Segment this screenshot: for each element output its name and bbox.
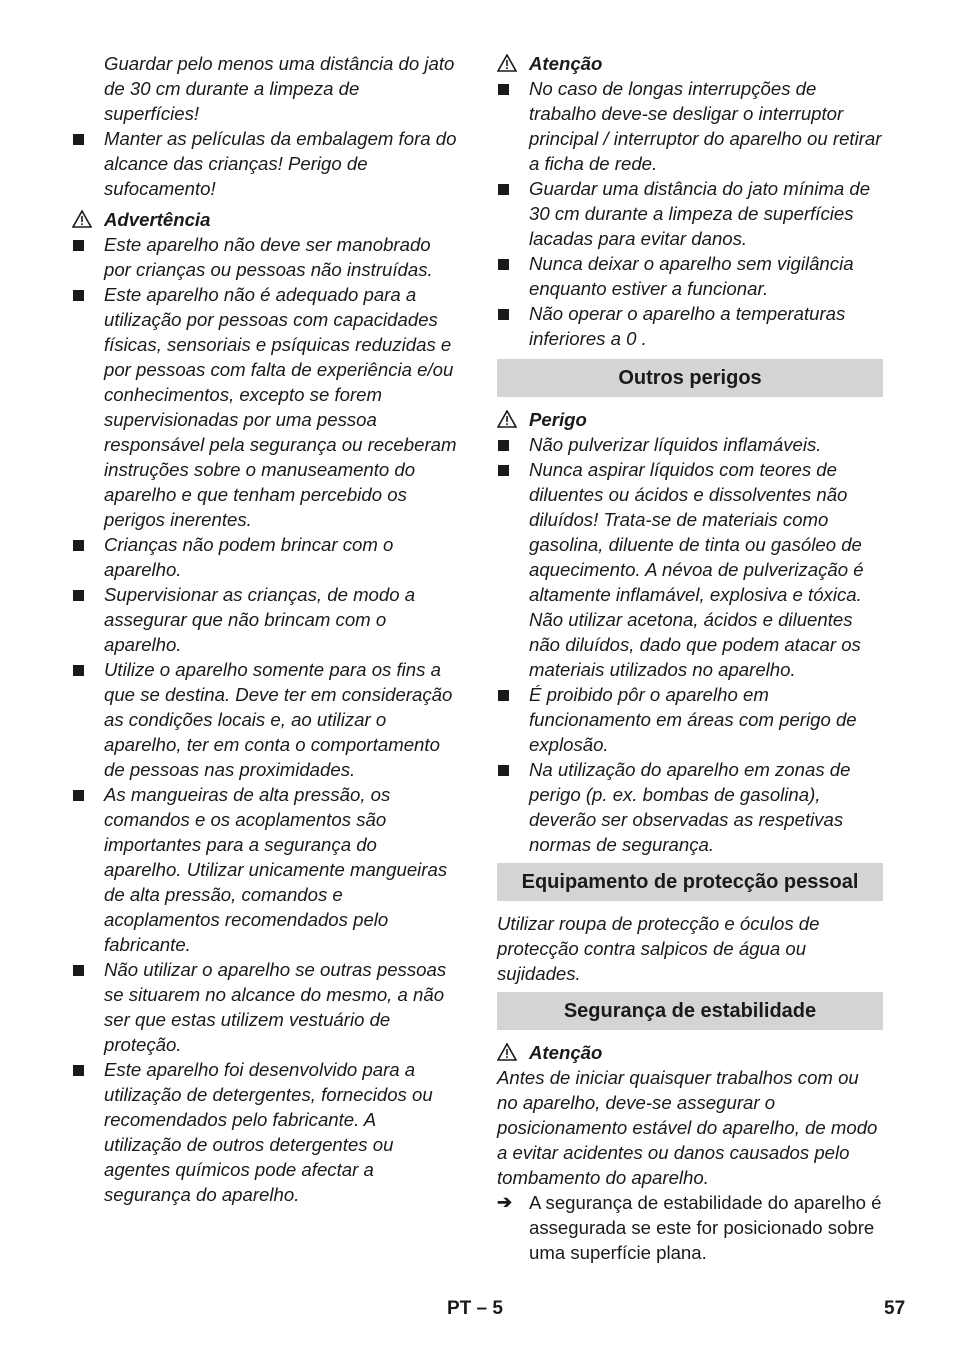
list-item [497,432,883,457]
bullet-square-icon [73,290,84,301]
list-item-text: Na utilização do aparelho em zonas de perigo (p. ex. bombas de gasolina), deverão ser observadas as respetivas normas de segurança. [529,759,851,855]
list-item [72,782,458,957]
list-item-text: Supervisionar as crianças, de modo a assegurar que não brincam com o aparelho. [104,584,416,655]
list-item [497,301,883,351]
bullet-square-icon [498,309,509,320]
list-item [72,126,458,201]
warning-heading [72,207,458,232]
list-item-text: No caso de longas interrupções de trabalho deve-se desligar o interruptor principal / interruptor do aparelho ou retirar a ficha de rede. [529,78,882,174]
list-item-text: É proibido pôr o aparelho em funcionamento em áreas com perigo de explosão. [529,684,857,755]
list-item [72,582,458,657]
list-item [497,251,883,301]
list-item-text: Manter as películas da embalagem fora do alcance das crianças! Perigo de sufocamento! [104,128,457,199]
arrow-right-icon: ➔ [497,1192,513,1212]
bullet-square-icon [73,790,84,801]
bullet-square-icon [73,134,84,145]
arrow-item [497,1190,883,1265]
list-item [497,457,883,682]
list-item [497,757,883,857]
bullet-square-icon [73,240,84,251]
list-item [72,657,458,782]
section-heading-ppe: Equipamento de protecção pessoal [497,863,883,901]
danger-heading [497,407,883,432]
bullet-square-icon [498,184,509,195]
intro-text: Guardar pelo menos uma distância do jato de 30 cm durante a limpeza de superfícies! [104,53,455,124]
right-column [497,51,883,1265]
bullet-square-icon [73,540,84,551]
list-item-text: As mangueiras de alta pressão, os comandos e os acoplamentos são importantes para a segurança do aparelho. Utilizar unicamente mangueiras de alta pressão, comandos e acoplamentos recomendados pelo fabricante. [104,784,448,955]
warning-triangle-icon [497,410,517,428]
list-item [497,682,883,757]
list-item-text: Não operar o aparelho a temperaturas inferiores a 0 . [529,303,846,349]
ppe-text: Utilizar roupa de protecção e óculos de protecção contra salpicos de água ou sujidades. [497,913,820,984]
bullet-square-icon [73,1065,84,1076]
left-column [72,51,458,1207]
warning-triangle-icon [497,54,517,72]
arrow-item-text: A segurança de estabilidade do aparelho é assegurada se este for posicionado sobre uma superfície plana. [529,1192,882,1263]
list-item [497,176,883,251]
list-item-text: Crianças não podem brincar com o aparelho. [104,534,394,580]
stability-text: Antes de iniciar quaisquer trabalhos com ou no aparelho, deve-se assegurar o posicionamento estável do aparelho, de modo a evitar acidentes ou danos causados pelo tombamento do aparelho. [497,1067,878,1188]
list-item [72,1057,458,1207]
list-item-text: Este aparelho não é adequado para a utilização por pessoas com capacidades físicas, sensoriais e psíquicas reduzidas e por pessoas com falta de experiência e/ou conhecimentos, excepto se forem supervisionadas por uma pessoa responsável pela segurança ou receberam instruções sobre o manuseamento do aparelho e que tenham percebido os perigos inerentes. [104,284,457,530]
list-item [72,232,458,282]
list-item-text: Nunca aspirar líquidos com teores de diluentes ou ácidos e dissolventes não diluídos! Trata-se de materiais como gasolina, diluente de tinta ou gasóleo de aquecimento. A névoa de pulverização é altamente inflamável, explosiva e tóxica. Não utilizar acetona, ácidos e diluentes não diluídos, dado que podem atacar os materiais utilizados no aparelho. [529,459,864,680]
list-item-text: Utilize o aparelho somente para os fins a que se destina. Deve ter em consideração as condições locais e, ao utilizar o aparelho, ter em conta o comportamento de pessoas nas proximidades. [104,659,453,780]
list-item-text: Não pulverizar líquidos inflamáveis. [529,434,822,455]
list-item [72,282,458,532]
danger-title: Perigo [529,409,587,430]
list-item-text: Este aparelho não deve ser manobrado por crianças ou pessoas não instruídas. [104,234,433,280]
attention-title: Atenção [529,1042,603,1063]
list-item-text: Este aparelho foi desenvolvido para a utilização de detergentes, fornecidos ou recomendados pelo fabricante. A utilização de outros detergentes ou agentes químicos pode afectar a segurança do aparelho. [104,1059,433,1205]
list-item-text: Nunca deixar o aparelho sem vigilância enquanto estiver a funcionar. [529,253,854,299]
section-heading-other-dangers: Outros perigos [497,359,883,397]
footer-page-number: 57 [884,1298,906,1319]
section-heading-stability: Segurança de estabilidade [497,992,883,1030]
bullet-square-icon [498,690,509,701]
bullet-square-icon [498,765,509,776]
attention-title: Atenção [529,53,603,74]
bullet-square-icon [498,440,509,451]
footer-section-label: PT – 5 [447,1298,503,1319]
bullet-square-icon [73,665,84,676]
bullet-square-icon [73,590,84,601]
warning-triangle-icon [497,1043,517,1061]
list-item-text: Guardar uma distância do jato mínima de 30 cm durante a limpeza de superfícies lacadas para evitar danos. [529,178,871,249]
warning-triangle-icon [72,210,92,228]
list-item [72,957,458,1057]
bullet-square-icon [498,84,509,95]
bullet-square-icon [498,259,509,270]
attention-heading [497,51,883,76]
warning-title: Advertência [104,209,211,230]
list-item [497,76,883,176]
list-item-text: Não utilizar o aparelho se outras pessoas se situarem no alcance do mesmo, a não ser que estas utilizem vestuário de proteção. [104,959,447,1055]
attention-heading [497,1040,883,1065]
list-item [72,532,458,582]
bullet-square-icon [73,965,84,976]
bullet-square-icon [498,465,509,476]
